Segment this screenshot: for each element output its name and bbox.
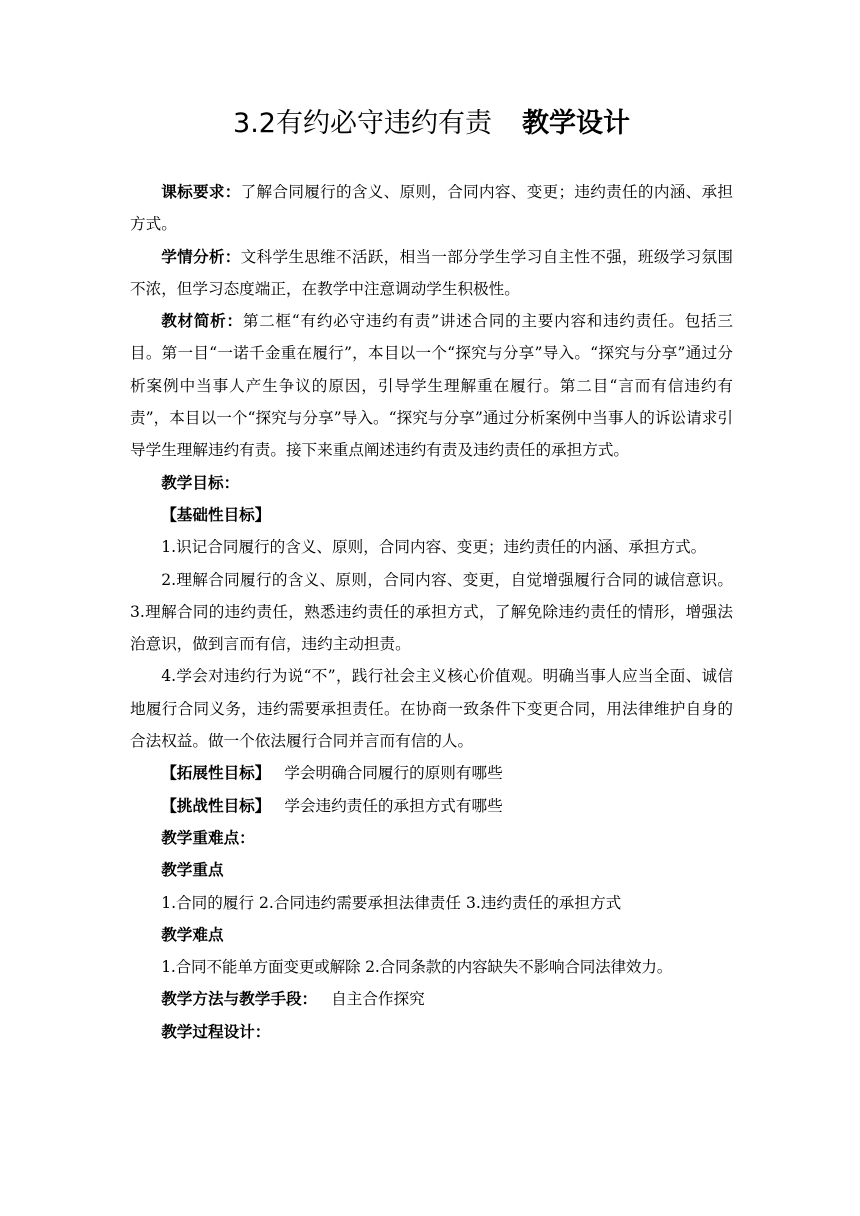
textbook-label: 教材简析： xyxy=(161,312,243,331)
textbook-text: 第二框“有约必守违约有责”讲述合同的主要内容和违约责任。包括三目。第一目“一诺千金重在履行”，本目以一个“探究与分享”导入。“探究与分享”通过分析案例中当事人产生争议的原因，引导学生理解重在履行。第二目“言而有信违约有责”，本目以一个“探究与分享”导入。“探究与分享”通过分析案例中当事人的诉讼请求引导学生理解违约有责。接下来重点阐述违约有责及违约责任的承担方式。 xyxy=(130,312,733,460)
textbook-paragraph xyxy=(130,305,733,466)
difficult-points-text: 1.合同不能单方面变更或解除 2.合同条款的内容缺失不影响合同法律效力。 xyxy=(161,958,673,977)
basic-goals-label: 【基础性目标】 xyxy=(161,505,271,524)
curriculum-text: 了解合同履行的含义、原则，合同内容、变更；违约责任的内涵、承担方式。 xyxy=(130,183,733,234)
goal-1-paragraph: 1.识记合同履行的含义、原则，合同内容、变更；违约责任的内涵、承担方式。 xyxy=(161,538,707,557)
students-paragraph xyxy=(130,241,733,306)
goal-4-paragraph: 4.学会对违约行为说“不”，践行社会主义核心价值观。明确当事人应当全面、诚信地履行合同义务，违约需要承担责任。在协商一致条件下变更合同，用法律维护自身的合法权益。做一个依法履行合同并言而有信的人。 xyxy=(130,667,733,751)
key-difficult-heading xyxy=(130,822,733,854)
methods-paragraph xyxy=(130,983,733,1015)
methods-label: 教学方法与教学手段： xyxy=(161,990,318,1009)
difficult-points-heading xyxy=(130,919,733,951)
basic-goals-heading xyxy=(130,499,733,531)
goals-heading xyxy=(130,467,733,499)
challenge-goal-paragraph xyxy=(130,790,733,822)
students-label: 学情分析： xyxy=(161,247,241,266)
key-difficult-label: 教学重难点： xyxy=(161,828,255,847)
challenge-goal-label: 【挑战性目标】 xyxy=(161,796,271,815)
students-text: 文科学生思维不活跃，相当一部分学生学习自主性不强，班级学习氛围不浓，但学习态度端正，在教学中注意调动学生积极性。 xyxy=(130,247,733,298)
key-points-heading xyxy=(130,854,733,886)
difficult-points-label: 教学难点 xyxy=(161,925,224,944)
extended-goal-paragraph xyxy=(130,757,733,789)
document-title xyxy=(130,104,733,144)
methods-text: 自主合作探究 xyxy=(331,990,425,1009)
title-prefix: 3.2有约必守违约有责 xyxy=(233,108,492,139)
goal-2-paragraph: 2.理解合同履行的含义、原则，合同内容、变更，自觉增强履行合同的诚信意识。3.理解合同的违约责任，熟悉违约责任的承担方式，了解免除违约责任的情形，增强法治意识，做到言而有信，违约主动担责。 xyxy=(130,570,733,654)
goals-label: 教学目标： xyxy=(161,473,240,492)
title-suffix: 教学设计 xyxy=(521,108,630,139)
process-heading xyxy=(130,1016,733,1048)
process-label: 教学过程设计： xyxy=(161,1022,271,1041)
challenge-goal-text: 学会违约责任的承担方式有哪些 xyxy=(284,796,503,815)
key-points-text: 1.合同的履行 2.合同违约需要承担法律责任 3.违约责任的承担方式 xyxy=(161,893,622,912)
key-points-label: 教学重点 xyxy=(161,861,224,880)
extended-goal-label: 【拓展性目标】 xyxy=(161,764,271,783)
document-body xyxy=(130,176,733,1048)
curriculum-label: 课标要求： xyxy=(161,183,241,201)
extended-goal-text: 学会明确合同履行的原则有哪些 xyxy=(284,764,503,783)
curriculum-paragraph xyxy=(130,176,733,241)
